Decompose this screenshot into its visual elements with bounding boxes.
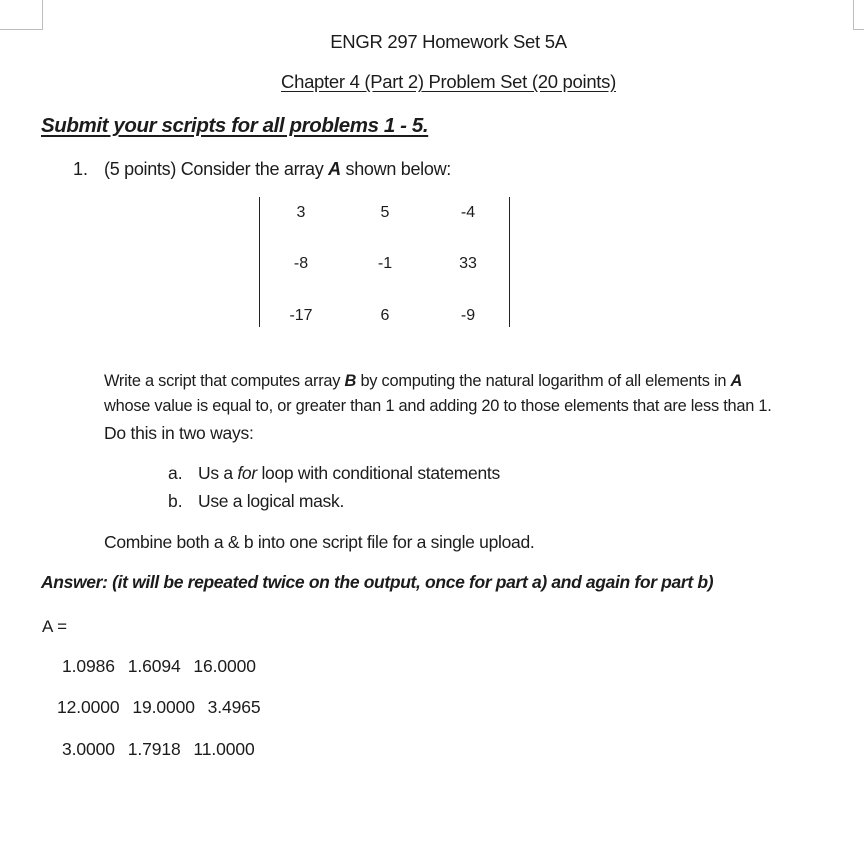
answer-row: 1.0986 1.6094 16.0000	[62, 656, 256, 676]
option-a-letter: a.	[168, 463, 183, 483]
matrix-cell: -17	[289, 307, 313, 324]
option-b-text: Use a logical mask.	[198, 491, 345, 511]
document-title: ENGR 297 Homework Set 5A	[330, 31, 567, 52]
crop-mark-left-horizontal	[0, 29, 42, 30]
option-a-suffix: loop with conditional statements	[256, 463, 500, 483]
matrix-left-bar	[259, 197, 260, 327]
matrix-cell: 3	[296, 204, 306, 221]
problem-intro-suffix: shown below:	[340, 159, 451, 179]
description-var-b: B	[344, 372, 357, 390]
description-line-1-prefix: Write a script that computes array	[104, 372, 345, 390]
option-a-emphasis: for	[237, 463, 257, 483]
matrix-cell: -1	[377, 255, 393, 272]
combine-instruction: Combine both a & b into one script file for a single upload.	[104, 532, 535, 552]
option-b-letter: b.	[168, 491, 183, 511]
submit-instruction: Submit your scripts for all problems 1 - 5.	[41, 114, 429, 137]
crop-mark-right-horizontal	[853, 29, 864, 30]
answer-row: 12.0000 19.0000 3.4965	[57, 697, 261, 717]
matrix-cell: 5	[380, 204, 390, 221]
description-line-2: whose value is equal to, or greater than 1 and adding 20 to those elements that are less than 1.	[104, 397, 772, 415]
description-line-1-mid: by computing the natural logarithm of all elements in	[356, 372, 731, 390]
problem-intro-var: A	[328, 159, 341, 179]
answer-label: A =	[42, 617, 68, 636]
description-line-1	[104, 372, 742, 391]
matrix-cell: -4	[460, 204, 476, 221]
description-line-3: Do this in two ways:	[104, 423, 254, 443]
matrix-cell: -9	[460, 307, 476, 324]
document-subtitle: Chapter 4 (Part 2) Problem Set (20 points)	[281, 71, 616, 92]
matrix-right-bar	[509, 197, 510, 327]
matrix-cell: -8	[293, 255, 309, 272]
answer-heading: Answer: (it will be repeated twice on the output, once for part a) and again for part b)	[41, 572, 714, 592]
option-a-prefix: Us a	[198, 463, 238, 483]
answer-row: 3.0000 1.7918 11.0000	[62, 739, 255, 759]
option-a-text	[198, 463, 500, 484]
crop-mark-left	[42, 0, 43, 30]
problem-number: 1.	[73, 159, 89, 179]
matrix-cell: 6	[380, 307, 390, 324]
crop-mark-right	[853, 0, 854, 30]
problem-intro	[104, 159, 451, 180]
problem-intro-prefix: (5 points) Consider the array	[104, 159, 329, 179]
matrix-cell: 33	[459, 255, 477, 272]
description-var-a: A	[730, 372, 743, 390]
